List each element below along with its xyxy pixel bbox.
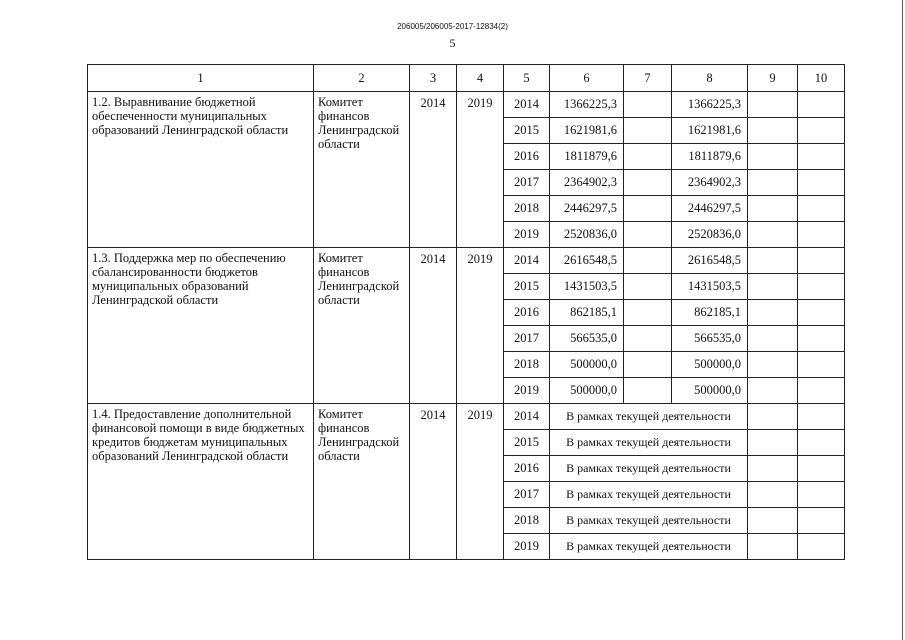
column-header: 8 bbox=[672, 65, 748, 92]
federal-amount bbox=[624, 144, 672, 170]
total-amount: 1621981,6 bbox=[550, 118, 624, 144]
funding-note: В рамках текущей деятельности bbox=[550, 456, 748, 482]
budget-table bbox=[87, 64, 845, 560]
regional-amount: 1431503,5 bbox=[672, 274, 748, 300]
funding-note: В рамках текущей деятельности bbox=[550, 482, 748, 508]
col9-cell bbox=[748, 274, 798, 300]
col9-cell bbox=[748, 508, 798, 534]
col10-cell bbox=[798, 222, 845, 248]
col10-cell bbox=[798, 508, 845, 534]
column-header: 7 bbox=[624, 65, 672, 92]
col9-cell bbox=[748, 326, 798, 352]
activity-name: 1.3. Поддержка мер по обеспечению сбалансированности бюджетов муниципальных образований Ленинградской области bbox=[88, 248, 314, 404]
col9-cell bbox=[748, 352, 798, 378]
federal-amount bbox=[624, 248, 672, 274]
column-header: 2 bbox=[314, 65, 410, 92]
col9-cell bbox=[748, 248, 798, 274]
row-year: 2017 bbox=[504, 482, 550, 508]
federal-amount bbox=[624, 196, 672, 222]
col9-cell bbox=[748, 456, 798, 482]
col10-cell bbox=[798, 144, 845, 170]
col9-cell bbox=[748, 222, 798, 248]
table-row bbox=[88, 92, 845, 118]
document-id: 206005/206005-2017-12834(2) bbox=[397, 22, 508, 31]
col10-cell bbox=[798, 352, 845, 378]
col9-cell bbox=[748, 196, 798, 222]
col9-cell bbox=[748, 144, 798, 170]
funding-note: В рамках текущей деятельности bbox=[550, 430, 748, 456]
column-header: 6 bbox=[550, 65, 624, 92]
col10-cell bbox=[798, 404, 845, 430]
regional-amount: 566535,0 bbox=[672, 326, 748, 352]
row-year: 2017 bbox=[504, 326, 550, 352]
col10-cell bbox=[798, 118, 845, 144]
federal-amount bbox=[624, 170, 672, 196]
column-header: 5 bbox=[504, 65, 550, 92]
page-edge-line bbox=[902, 0, 903, 640]
row-year: 2015 bbox=[504, 118, 550, 144]
funding-note: В рамках текущей деятельности bbox=[550, 508, 748, 534]
col9-cell bbox=[748, 300, 798, 326]
responsible-org: Комитет финансов Ленинградской области bbox=[314, 404, 410, 560]
row-year: 2014 bbox=[504, 248, 550, 274]
federal-amount bbox=[624, 92, 672, 118]
activity-name: 1.2. Выравнивание бюджетной обеспеченности муниципальных образований Ленинградской области bbox=[88, 92, 314, 248]
row-year: 2018 bbox=[504, 508, 550, 534]
row-year: 2018 bbox=[504, 352, 550, 378]
end-year: 2019 bbox=[457, 92, 504, 248]
row-year: 2016 bbox=[504, 456, 550, 482]
total-amount: 2520836,0 bbox=[550, 222, 624, 248]
end-year: 2019 bbox=[457, 248, 504, 404]
federal-amount bbox=[624, 274, 672, 300]
start-year: 2014 bbox=[410, 248, 457, 404]
col10-cell bbox=[798, 482, 845, 508]
col10-cell bbox=[798, 326, 845, 352]
regional-amount: 1621981,6 bbox=[672, 118, 748, 144]
row-year: 2019 bbox=[504, 378, 550, 404]
regional-amount: 2446297,5 bbox=[672, 196, 748, 222]
row-year: 2017 bbox=[504, 170, 550, 196]
total-amount: 1366225,3 bbox=[550, 92, 624, 118]
total-amount: 1431503,5 bbox=[550, 274, 624, 300]
row-year: 2019 bbox=[504, 222, 550, 248]
regional-amount: 1366225,3 bbox=[672, 92, 748, 118]
column-header: 9 bbox=[748, 65, 798, 92]
regional-amount: 862185,1 bbox=[672, 300, 748, 326]
col10-cell bbox=[798, 274, 845, 300]
col10-cell bbox=[798, 300, 845, 326]
funding-note: В рамках текущей деятельности bbox=[550, 404, 748, 430]
activity-name: 1.4. Предоставление дополнительной финансовой помощи в виде бюджетных кредитов бюджетам муниципальных образований Ленинградской области bbox=[88, 404, 314, 560]
total-amount: 1811879,6 bbox=[550, 144, 624, 170]
responsible-org: Комитет финансов Ленинградской области bbox=[314, 248, 410, 404]
federal-amount bbox=[624, 222, 672, 248]
federal-amount bbox=[624, 326, 672, 352]
col9-cell bbox=[748, 430, 798, 456]
column-header: 4 bbox=[457, 65, 504, 92]
col10-cell bbox=[798, 92, 845, 118]
column-header: 1 bbox=[88, 65, 314, 92]
responsible-org: Комитет финансов Ленинградской области bbox=[314, 92, 410, 248]
end-year: 2019 bbox=[457, 404, 504, 560]
federal-amount bbox=[624, 118, 672, 144]
federal-amount bbox=[624, 300, 672, 326]
start-year: 2014 bbox=[410, 92, 457, 248]
col10-cell bbox=[798, 170, 845, 196]
total-amount: 2364902,3 bbox=[550, 170, 624, 196]
regional-amount: 2616548,5 bbox=[672, 248, 748, 274]
row-year: 2016 bbox=[504, 300, 550, 326]
column-header: 3 bbox=[410, 65, 457, 92]
col9-cell bbox=[748, 378, 798, 404]
total-amount: 500000,0 bbox=[550, 378, 624, 404]
col9-cell bbox=[748, 92, 798, 118]
row-year: 2016 bbox=[504, 144, 550, 170]
col10-cell bbox=[798, 378, 845, 404]
header-row bbox=[88, 65, 845, 92]
col9-cell bbox=[748, 534, 798, 560]
col10-cell bbox=[798, 196, 845, 222]
col10-cell bbox=[798, 456, 845, 482]
regional-amount: 2520836,0 bbox=[672, 222, 748, 248]
funding-note: В рамках текущей деятельности bbox=[550, 534, 748, 560]
row-year: 2015 bbox=[504, 430, 550, 456]
regional-amount: 500000,0 bbox=[672, 352, 748, 378]
regional-amount: 500000,0 bbox=[672, 378, 748, 404]
total-amount: 500000,0 bbox=[550, 352, 624, 378]
col9-cell bbox=[748, 482, 798, 508]
page-number: 5 bbox=[449, 36, 456, 50]
start-year: 2014 bbox=[410, 404, 457, 560]
total-amount: 2446297,5 bbox=[550, 196, 624, 222]
row-year: 2014 bbox=[504, 92, 550, 118]
total-amount: 862185,1 bbox=[550, 300, 624, 326]
col9-cell bbox=[748, 404, 798, 430]
federal-amount bbox=[624, 378, 672, 404]
col10-cell bbox=[798, 248, 845, 274]
row-year: 2019 bbox=[504, 534, 550, 560]
regional-amount: 2364902,3 bbox=[672, 170, 748, 196]
column-header: 10 bbox=[798, 65, 845, 92]
col9-cell bbox=[748, 118, 798, 144]
row-year: 2014 bbox=[504, 404, 550, 430]
total-amount: 2616548,5 bbox=[550, 248, 624, 274]
federal-amount bbox=[624, 352, 672, 378]
table-row bbox=[88, 404, 845, 430]
table-row bbox=[88, 248, 845, 274]
col9-cell bbox=[748, 170, 798, 196]
row-year: 2018 bbox=[504, 196, 550, 222]
col10-cell bbox=[798, 430, 845, 456]
row-year: 2015 bbox=[504, 274, 550, 300]
regional-amount: 1811879,6 bbox=[672, 144, 748, 170]
total-amount: 566535,0 bbox=[550, 326, 624, 352]
col10-cell bbox=[798, 534, 845, 560]
